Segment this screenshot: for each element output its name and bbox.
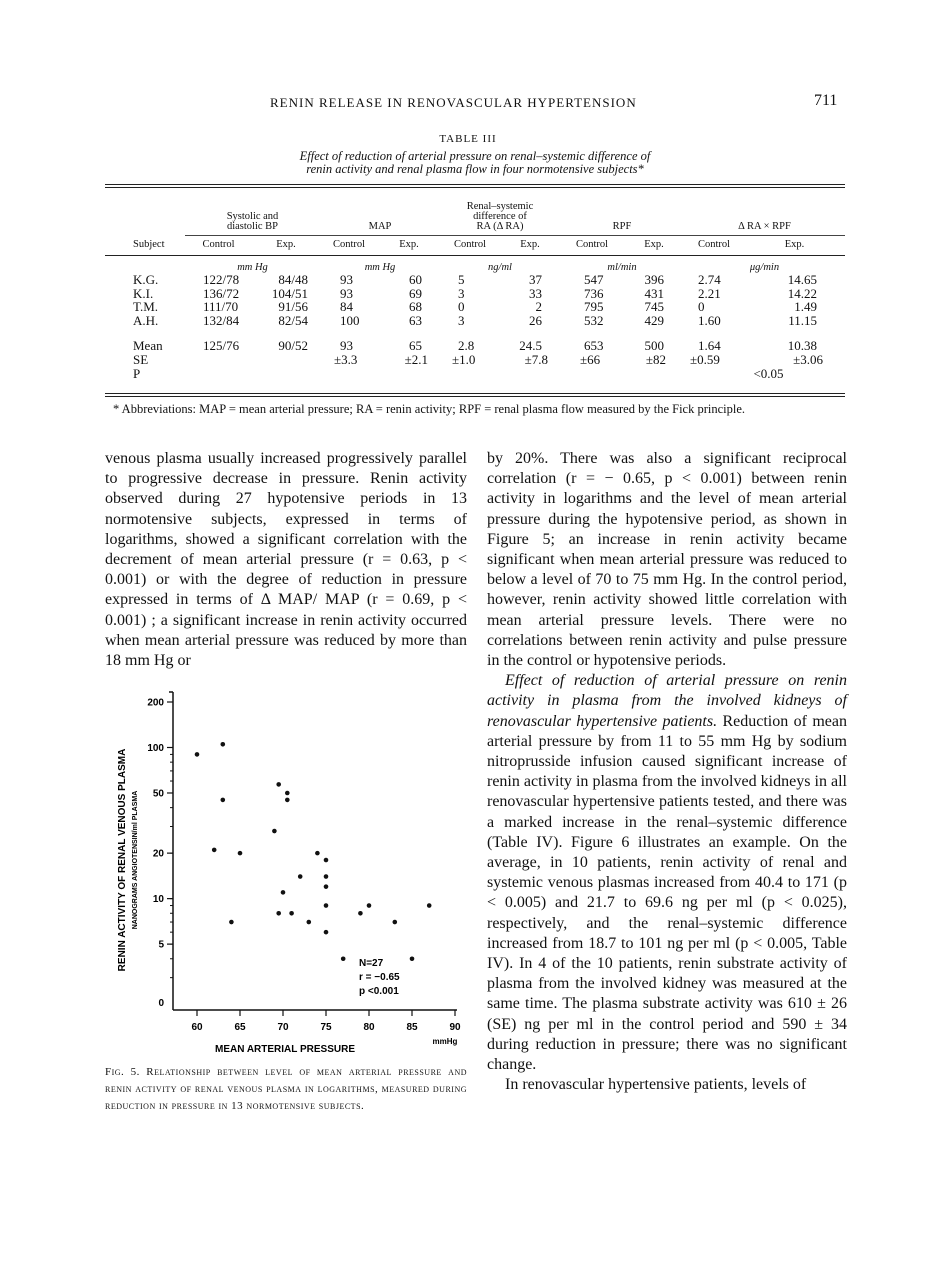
table-caption xyxy=(200,150,750,176)
table-cell-p-c: 2.74 xyxy=(698,272,721,287)
table-caption-line1: Effect of reduction of arterial pressure on renal–systemic difference of xyxy=(299,149,651,163)
unit-bp: mm Hg xyxy=(237,262,268,273)
table-cell-rpf-e: 745 xyxy=(644,299,664,314)
control-header: Control xyxy=(453,239,487,250)
table-cell-bp-e: 84/48 xyxy=(278,272,308,287)
table-cell-bp-c: 136/72 xyxy=(203,285,240,301)
x-tick-label: 65 xyxy=(234,1022,246,1033)
data-point xyxy=(276,911,281,916)
subject-header: Subject xyxy=(133,238,165,250)
data-point xyxy=(285,791,290,796)
table-cell-ra-c: 3 xyxy=(458,312,465,328)
table-bottom-rule-2 xyxy=(105,396,845,397)
figure-caption-label: Fig. 5. xyxy=(105,1066,140,1078)
table-cell-bp-c: 132/84 xyxy=(203,312,240,328)
table-cell-map-c: 100 xyxy=(340,312,360,328)
chart-points xyxy=(195,742,432,961)
unit-map: mm Hg xyxy=(364,262,396,273)
annotation-n: N=27 xyxy=(359,958,384,969)
exp-header: Exp. xyxy=(399,239,419,250)
data-point xyxy=(341,956,346,961)
data-point xyxy=(393,920,398,925)
x-axis-label: MEAN ARTERIAL PRESSURE xyxy=(214,1044,356,1055)
y-axis-label-line2: NANOGRAMS ANGIOTENSIN/ml PLASMA xyxy=(132,790,139,930)
table-cell-p-e: 14.65 xyxy=(787,272,817,287)
table-cell-ra-e: 33 xyxy=(529,285,542,301)
header-bp: Systolic and diastolic BP xyxy=(185,193,320,235)
table-cell-rpf-e: 429 xyxy=(644,312,664,328)
right-column xyxy=(487,449,847,1096)
table-cell-bp-c: 111/70 xyxy=(203,299,239,314)
table-cell-ra-e: 2 xyxy=(535,299,542,314)
unit-product: μg/min xyxy=(749,262,780,273)
data-point xyxy=(276,782,281,787)
table-row-se: SE ±3.3 ±2.1 ±1.0 ±7.8 ±66 ±82 ±0.59 ±3.06 xyxy=(133,352,823,367)
data-point xyxy=(281,890,286,895)
table-cell-rpf-c: 795 xyxy=(584,299,604,314)
table-cell-ra-c: 5 xyxy=(458,272,465,287)
figure-caption xyxy=(105,1064,467,1115)
data-point xyxy=(324,930,329,935)
y-tick-label: 50 xyxy=(152,788,164,800)
table-row xyxy=(105,300,845,314)
data-point xyxy=(324,874,329,879)
unit-ra: ng/ml xyxy=(488,262,512,273)
table-row-p: P <0.05 xyxy=(133,366,784,381)
table-cell-p-c: 2.21 xyxy=(698,285,721,301)
running-head: RENIN RELEASE IN RENOVASCULAR HYPERTENSION xyxy=(270,95,637,110)
section-heading: Effect of reduction of arterial pressure on renin activity in plasma from the involved kidneys of renovascular hypertensive patients. xyxy=(487,672,847,730)
right-paragraph-2 xyxy=(487,671,847,1075)
chart-axes xyxy=(147,692,461,1033)
x-tick-label: 70 xyxy=(277,1022,289,1033)
y-tick-label: 5 xyxy=(158,939,164,951)
x-axis-unit: mmHg xyxy=(432,1037,458,1046)
table-cell-map-c: 84 xyxy=(340,299,353,314)
table-cell-ra-e: 37 xyxy=(529,272,542,287)
table-unit-row xyxy=(105,255,845,273)
y-tick-label: 100 xyxy=(147,742,164,754)
annotation-r: r = −0.65 xyxy=(359,972,400,983)
table-cell-p-e: 1.49 xyxy=(794,299,817,314)
table-row xyxy=(105,287,845,301)
exp-header: Exp. xyxy=(644,239,664,250)
header-product: Δ RA × RPF xyxy=(684,193,845,235)
data-point xyxy=(195,752,200,757)
control-header: Control xyxy=(332,239,366,250)
data-point xyxy=(285,798,290,803)
table-cell-map-e: 63 xyxy=(409,312,422,328)
header-rpf: RPF xyxy=(560,193,684,235)
data-point xyxy=(221,742,226,747)
table-cell-map-e: 69 xyxy=(409,285,422,301)
y-axis-label-line1: RENIN ACTIVITY OF RENAL VENOUS PLASMA xyxy=(117,748,128,972)
data-point xyxy=(238,851,243,856)
figure-5-scatter-plot xyxy=(105,680,467,1055)
y-tick-label: 10 xyxy=(152,894,164,906)
right-paragraph-2-body: Reduction of mean arterial pressure by from 11 to 55 mm Hg by sodium nitroprusside infusion caused significant increase of renin activity in plasma from the involved kidneys in all renovascular hypertensive patients tested, and there was a marked increase in the renal–systemic difference (Table IV). Figure 6 illustrates an example. On the average, in 10 patients, renin activity of renal and systemic venous plasmas increased from 40.4 to 171 (p < 0.005) and 21.7 to 69.6 ng per ml (p < 0.025), respectively, and the renal–systemic difference increased from 18.7 to 101 ng per ml (p < 0.005, Table IV). In 4 of the 10 patients, renin substrate activity of plasma from the involved kidney was measured at the same time. The plasma substrate activity was 610 ± 26 (SE) ng per ml in the control period and 590 ± 34 during reduction in pressure; there was no significant change. xyxy=(487,712,847,1074)
table-cell-p-c: 0 xyxy=(698,299,705,314)
table-row xyxy=(105,314,845,328)
table-top-rule-2 xyxy=(105,187,845,188)
data-point xyxy=(427,903,432,908)
table-cell-rpf-c: 736 xyxy=(584,285,604,301)
y-tick-label: 200 xyxy=(147,697,164,709)
data-table xyxy=(105,193,845,381)
x-tick-label: 80 xyxy=(363,1022,375,1033)
right-paragraph-3: In renovascular hypertensive patients, levels of xyxy=(505,1076,807,1094)
x-tick-label: 90 xyxy=(449,1022,461,1033)
exp-header: Exp. xyxy=(520,239,540,250)
table-cell-subject: A.H. xyxy=(133,312,159,328)
left-column xyxy=(105,449,467,671)
data-point xyxy=(324,903,329,908)
table-cell-map-e: 68 xyxy=(409,299,422,314)
control-header: Control xyxy=(697,239,731,250)
page-number: 711 xyxy=(814,92,838,109)
header-map: MAP xyxy=(320,193,440,235)
table-label: TABLE III xyxy=(439,133,497,145)
data-point xyxy=(221,798,226,803)
left-paragraph: venous plasma usually increased progressively parallel to progressive decrease in pressure. Renin activity observed during 27 hypotensive periods in 13 normotensive subjects, expressed in terms of logarithms, showed a significant correlation with the decrement of mean arterial pressure (r = 0.63, p < 0.001) or with the degree of reduction in pressure expressed in terms of Δ MAP/ MAP (r = 0.69, p < 0.001) ; a significant increase in renin activity occurred when mean arterial pressure was reduced by more than 18 mm Hg or xyxy=(105,450,467,670)
exp-header: Exp. xyxy=(276,239,296,250)
x-tick-label: 85 xyxy=(406,1022,418,1033)
right-paragraph-1: by 20%. There was also a significant reciprocal correlation (r = − 0.65, p < 0.001) between renin activity in logarithms and the level of mean arterial pressure during the hypotensive period, as shown in Figure 5; an increase in renin activity became significant when mean arterial pressure was reduced to below a level of 70 to 75 mm Hg. In the control period, however, renin activity showed little correlation with mean arterial pressure levels. There were no correlations between renin activity and pulse pressure in the control or hypotensive periods. xyxy=(487,450,847,670)
table-cell-rpf-e: 396 xyxy=(644,272,664,287)
x-tick-label: 75 xyxy=(320,1022,332,1033)
table-cell-bp-c: 122/78 xyxy=(203,272,240,287)
table-cell-bp-e: 104/51 xyxy=(271,285,308,301)
y-zero-label: 0 xyxy=(158,998,164,1009)
table-cell-subject: T.M. xyxy=(133,299,159,314)
table-bottom-rule xyxy=(105,393,845,394)
data-point xyxy=(410,956,415,961)
table-cell-p-e: 11.15 xyxy=(788,312,817,328)
table-caption-line2: renin activity and renal plasma flow in four normotensive subjects* xyxy=(306,162,644,176)
table-footnote: * Abbreviations: MAP = mean arterial pressure; RA = renin activity; RPF = renal plasma flow measured by the Fick principle. xyxy=(113,402,746,416)
data-point xyxy=(298,874,303,879)
table-row-mean: Mean 125/76 90/52 93 65 2.8 24.5 653 500 1.64 10.38 xyxy=(133,338,817,353)
figure-caption-text: Relationship between level of mean arterial pressure and renin activity of renal venous plasma in logarithms, measured during reduction in pressure in 13 normotensive subjects. xyxy=(105,1066,467,1112)
header-ra: Renal–systemic difference of RA (Δ RA) xyxy=(440,193,560,235)
data-point xyxy=(289,911,294,916)
table-cell-rpf-c: 547 xyxy=(584,272,604,287)
data-point xyxy=(229,920,234,925)
table-cell-bp-e: 82/54 xyxy=(278,312,308,328)
annotation-p: p <0.001 xyxy=(359,986,399,997)
x-tick-label: 60 xyxy=(191,1022,203,1033)
exp-header: Exp. xyxy=(784,239,805,250)
table-cell-p-c: 1.60 xyxy=(698,312,721,328)
data-point xyxy=(212,848,217,853)
y-tick-label: 20 xyxy=(152,848,164,860)
table-cell-subject: K.G. xyxy=(133,272,159,287)
table-cell-ra-c: 3 xyxy=(458,285,465,301)
table-row xyxy=(105,273,845,287)
data-point xyxy=(358,911,363,916)
unit-rpf: ml/min xyxy=(607,262,637,273)
data-point xyxy=(307,920,312,925)
table-cell-bp-e: 91/56 xyxy=(278,299,308,314)
table-cell-ra-c: 0 xyxy=(458,299,465,314)
table-cell-rpf-c: 532 xyxy=(584,312,604,328)
y-axis-label xyxy=(117,749,139,972)
table-cell-p-e: 14.22 xyxy=(787,285,817,301)
data-point xyxy=(315,851,320,856)
table-cell-map-c: 93 xyxy=(340,285,353,301)
data-point xyxy=(324,884,329,889)
table-group-header-row xyxy=(105,193,845,235)
table-cell-rpf-e: 431 xyxy=(644,285,664,301)
control-header: Control xyxy=(575,239,609,250)
table-cell-map-c: 93 xyxy=(340,272,353,287)
data-point xyxy=(324,858,329,863)
table-cell-map-e: 60 xyxy=(409,272,422,287)
table-top-rule xyxy=(105,184,845,185)
data-point xyxy=(367,903,372,908)
table-cell-ra-e: 26 xyxy=(529,312,542,328)
table-subheader-row xyxy=(105,235,845,255)
table-cell-subject: K.I. xyxy=(133,285,154,301)
data-point xyxy=(272,829,277,834)
control-header: Control xyxy=(202,239,235,250)
